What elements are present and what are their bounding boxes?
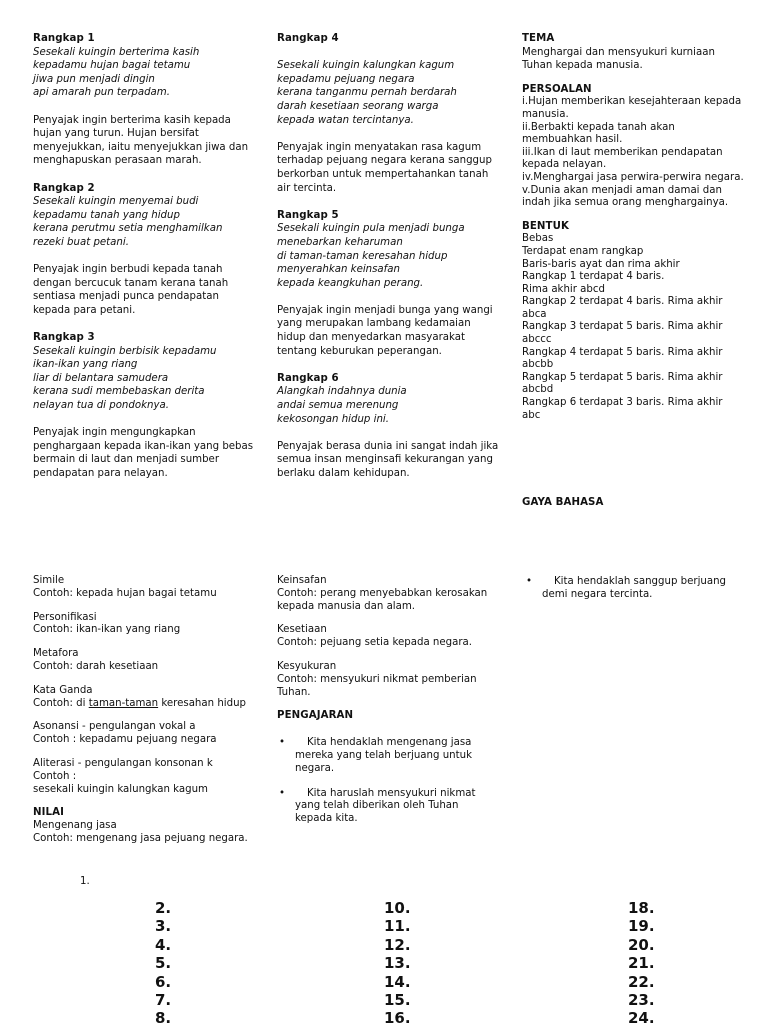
description-line: sentiasa menjadi punca pendapatan [33, 291, 219, 303]
rangkap-2-title: Rangkap 2 [33, 182, 95, 194]
poem-line: jiwa pun menjadi dingin [33, 73, 155, 85]
rangkap-6-title: Rangkap 6 [277, 372, 339, 384]
tema-line: Menghargai dan mensyukuri kurniaan [522, 46, 715, 58]
nilai-title: NILAI [33, 807, 64, 819]
poem-line: kerana perutmu setia menghamilkan [33, 223, 223, 235]
number-column-3 [628, 899, 658, 1028]
kesetiaan-example: Contoh: pejuang setia kepada negara. [277, 637, 473, 649]
description-line: penghargaan kepada ikan-ikan yang bebas [33, 440, 254, 452]
nilai-line: Mengenang jasa [33, 820, 117, 832]
description-line: hujan yang turun. Hujan bersifat [33, 128, 199, 140]
bentuk-line: Rangkap 1 terdapat 4 baris. [522, 271, 665, 283]
bentuk-line: abca [522, 308, 547, 320]
pengajaran-item [277, 737, 499, 775]
kata-ganda-label: Kata Ganda [33, 684, 93, 696]
list-number: 6. [155, 972, 172, 991]
poem-line: darah kesetiaan seorang warga [277, 100, 439, 112]
rangkap-2-poem [33, 195, 255, 249]
keinsafan-example: kepada manusia dan alam. [277, 600, 416, 612]
persoalan-line: i.Hujan memberikan kesejahteraan kepada [522, 96, 742, 108]
pengajaran-line: kepada kita. [295, 813, 358, 825]
bentuk-line: abc [522, 409, 541, 421]
description-line: Penyajak ingin mengungkapkan [33, 427, 196, 439]
description-line: berkorban untuk mempertahankan tanah [277, 168, 489, 180]
persoalan-list [522, 96, 744, 209]
description-line: kepada para petani. [33, 304, 136, 316]
bentuk-line: abccc [522, 334, 552, 346]
asonansi-label: Asonansi - pengulangan vokal a [33, 721, 196, 733]
kesyukuran-example: Contoh: mensyukuri nikmat pemberian [277, 673, 477, 685]
list-number: 24. [628, 1009, 655, 1028]
description-line: Penyajak ingin berbudi kepada tanah [33, 264, 223, 276]
rangkap-6-poem [277, 385, 499, 426]
poem-line: Alangkah indahnya dunia [277, 386, 407, 398]
persoalan-line: ii.Berbakti kepada tanah akan [522, 121, 675, 133]
personifikasi-label: Personifikasi [33, 611, 97, 623]
rangkap-3-title: Rangkap 3 [33, 332, 95, 344]
bentuk-line: Rangkap 6 terdapat 3 baris. Rima akhir [522, 397, 723, 409]
pengajaran-title: PENGAJARAN [277, 710, 354, 722]
description-line: hidup dan menyedarkan masyarakat [277, 332, 465, 344]
description-line: Penyajak ingin menyatakan rasa kagum [277, 141, 482, 153]
poem-line: menebarkan keharuman [277, 236, 403, 248]
description-line: tentang keburukan peperangan. [277, 345, 442, 357]
rangkap-5-title: Rangkap 5 [277, 209, 339, 221]
kesyukuran-label: Kesyukuran [277, 660, 337, 672]
list-number: 13. [384, 954, 411, 973]
poem-line: liar di belantara samudera [33, 372, 169, 384]
bentuk-line: Rima akhir abcd [522, 283, 605, 295]
description-line: semua insan menginsafi kekurangan yang [277, 454, 493, 466]
poem-line: Sesekali kuingin pula menjadi bunga [277, 223, 465, 235]
aliterasi-example: sesekali kuingin kalungkan kagum [33, 783, 208, 795]
persoalan-line: membuahkan hasil. [522, 134, 623, 146]
rangkap-3-poem [33, 345, 255, 413]
rangkap-4-title: Rangkap 4 [277, 33, 339, 44]
simile-example: Contoh: kepada hujan bagai tetamu [33, 587, 217, 599]
rangkap-4-poem [277, 59, 499, 127]
poem-line: Sesekali kuingin menyemai budi [33, 196, 199, 208]
pengajaran-line: demi negara tercinta. [542, 588, 653, 600]
poem-line: kekosongan hidup ini. [277, 413, 389, 425]
column-2 [277, 32, 499, 481]
persoalan-line: kepada nelayan. [522, 159, 607, 171]
rangkap-5-poem [277, 222, 499, 290]
gaya-bahasa-title: GAYA BAHASA [522, 497, 604, 508]
bullet-icon: • [279, 737, 286, 749]
simile-label: Simile [33, 575, 65, 586]
rangkap-2-description [33, 263, 255, 317]
bentuk-line: abcbd [522, 384, 554, 396]
kesyukuran-example: Tuhan. [277, 686, 311, 698]
poem-line: Sesekali kuingin berbisik kepadamu [33, 345, 217, 357]
persoalan-line: indah jika semua orang menghargainya. [522, 197, 729, 209]
pengajaran-line: Kita hendaklah sanggup berjuang [554, 576, 727, 587]
bentuk-line: Rangkap 3 terdapat 5 baris. Rima akhir [522, 321, 723, 333]
column-3 [522, 32, 744, 422]
kata-ganda-underlined: taman-taman [88, 697, 159, 709]
rangkap-1-title: Rangkap 1 [33, 33, 95, 44]
number-column-1 [155, 899, 185, 1028]
list-number: 23. [628, 991, 655, 1010]
metafora-label: Metafora [33, 648, 79, 660]
aliterasi-label: Aliterasi - pengulangan konsonan k [33, 757, 213, 769]
metafora-example: Contoh: darah kesetiaan [33, 660, 159, 672]
poem-line: kepadamu hujan bagai tetamu [33, 60, 191, 72]
poem-line: rezeki buat petani. [33, 236, 129, 248]
poem-line: andai semua merenung [277, 400, 399, 412]
list-number: 12. [384, 935, 411, 954]
poem-line: api amarah pun terpadam. [33, 87, 170, 99]
rangkap-1-description [33, 114, 255, 168]
persoalan-line: manusia. [522, 108, 569, 120]
bentuk-line: Rangkap 5 terdapat 5 baris. Rima akhir [522, 371, 723, 383]
tema-title: TEMA [522, 33, 555, 44]
list-number: 7. [155, 991, 172, 1010]
pengajaran-line: mereka yang telah berjuang untuk [295, 749, 472, 761]
nilai-example: Contoh: mengenang jasa pejuang negara. [33, 832, 248, 844]
list-number: 21. [628, 954, 655, 973]
kata-ganda-suffix: keresahan hidup [158, 697, 247, 709]
poem-line: kepada watan tercintanya. [277, 114, 414, 126]
list-number: 15. [384, 991, 411, 1010]
persoalan-line: iii.Ikan di laut memberikan pendapatan [522, 146, 723, 158]
persoalan-line: iv.Menghargai jasa perwira-perwira negara. [522, 171, 744, 183]
asonansi-example: Contoh : kepadamu pejuang negara [33, 734, 217, 746]
pengajaran-line: negara. [295, 762, 335, 774]
bentuk-line: Terdapat enam rangkap [522, 245, 644, 257]
bentuk-line: Baris-baris ayat dan rima akhir [522, 258, 680, 270]
pengajaran-item [524, 576, 738, 602]
kata-ganda-prefix: Contoh: di [33, 697, 89, 709]
kesetiaan-label: Kesetiaan [277, 624, 327, 636]
poem-line: kepada keangkuhan perang. [277, 277, 424, 289]
personifikasi-example: Contoh: ikan-ikan yang riang [33, 624, 181, 636]
bentuk-line: Bebas [522, 233, 554, 245]
nilai-continued [277, 575, 499, 826]
bentuk-title: BENTUK [522, 220, 569, 232]
list-number: 3. [155, 917, 172, 936]
rangkap-1-poem [33, 46, 255, 100]
tema-text [522, 46, 736, 73]
description-line: Penyajak ingin berterima kasih kepada [33, 114, 231, 126]
pengajaran-line: Kita hendaklah mengenang jasa [307, 737, 472, 749]
description-line: Penyajak ingin menjadi bunga yang wangi [277, 304, 493, 316]
gaya-bahasa-list [33, 575, 255, 846]
poem-line: nelayan tua di pondoknya. [33, 400, 169, 412]
list-number: 11. [384, 917, 411, 936]
poem-line: kepadamu pejuang negara [277, 73, 415, 85]
list-number: 10. [384, 899, 411, 917]
poem-line: kerana sudi membebaskan derita [33, 386, 205, 398]
description-line: terhadap pejuang negara kerana sanggup [277, 155, 492, 167]
list-number: 5. [155, 954, 172, 973]
persoalan-line: v.Dunia akan menjadi aman damai dan [522, 184, 722, 196]
rangkap-6-description [277, 440, 499, 481]
pengajaran-item [277, 788, 499, 826]
description-line: menyejukkan, iaitu menyejukkan jiwa dan [33, 141, 249, 153]
poem-line: di taman-taman keresahan hidup [277, 250, 448, 262]
list-number: 19. [628, 917, 655, 936]
bullet-icon: • [279, 787, 286, 799]
rangkap-4-description [277, 141, 499, 195]
description-line: menghapuskan perasaan marah. [33, 155, 202, 167]
column-1 [33, 32, 255, 481]
description-line: pendapatan para nelayan. [33, 468, 168, 479]
list-number: 8. [155, 1009, 172, 1028]
keinsafan-example: Contoh: perang menyebabkan kerosakan [277, 587, 488, 599]
description-line: yang merupakan lambang kedamaian [277, 318, 471, 330]
description-line: bermain di laut dan menjadi sumber [33, 454, 220, 466]
description-line: berlaku dalam kehidupan. [277, 468, 410, 479]
aliterasi-contoh: Contoh : [33, 770, 77, 782]
list-number: 14. [384, 972, 411, 991]
poem-line: menyerahkan keinsafan [277, 264, 400, 276]
list-number: 1. [80, 876, 90, 887]
poem-line: Sesekali kuingin kalungkan kagum [277, 60, 455, 72]
list-number: 16. [384, 1009, 411, 1028]
bentuk-list [522, 233, 736, 422]
description-line: air tercinta. [277, 182, 337, 194]
keinsafan-label: Keinsafan [277, 575, 327, 586]
list-number: 20. [628, 935, 655, 954]
description-line: dengan bercucuk tanam kerana tanah [33, 277, 229, 289]
pengajaran-line: Kita haruslah mensyukuri nikmat [307, 787, 476, 799]
poem-line: ikan-ikan yang riang [33, 359, 138, 371]
list-number: 4. [155, 935, 172, 954]
persoalan-title: PERSOALAN [522, 83, 592, 95]
kata-ganda-example [33, 698, 255, 711]
list-number: 18. [628, 899, 655, 917]
poem-line: Sesekali kuingin berterima kasih [33, 46, 200, 58]
pengajaran-line: yang telah diberikan oleh Tuhan [295, 800, 459, 812]
description-line: Penyajak berasa dunia ini sangat indah jika [277, 440, 499, 452]
bentuk-line: abcbb [522, 359, 554, 371]
rangkap-5-description [277, 304, 499, 358]
bullet-icon: • [526, 576, 533, 587]
rangkap-3-description [33, 426, 255, 480]
poem-line: kepadamu tanah yang hidup [33, 209, 180, 221]
list-number: 2. [155, 899, 172, 917]
pengajaran-continued [524, 576, 738, 602]
bentuk-line: Rangkap 4 terdapat 5 baris. Rima akhir [522, 346, 723, 358]
poem-line: kerana tanganmu pernah berdarah [277, 87, 457, 99]
list-number: 22. [628, 972, 655, 991]
tema-line: Tuhan kepada manusia. [522, 60, 643, 72]
bentuk-line: Rangkap 2 terdapat 4 baris. Rima akhir [522, 296, 723, 308]
number-column-2 [384, 899, 414, 1028]
